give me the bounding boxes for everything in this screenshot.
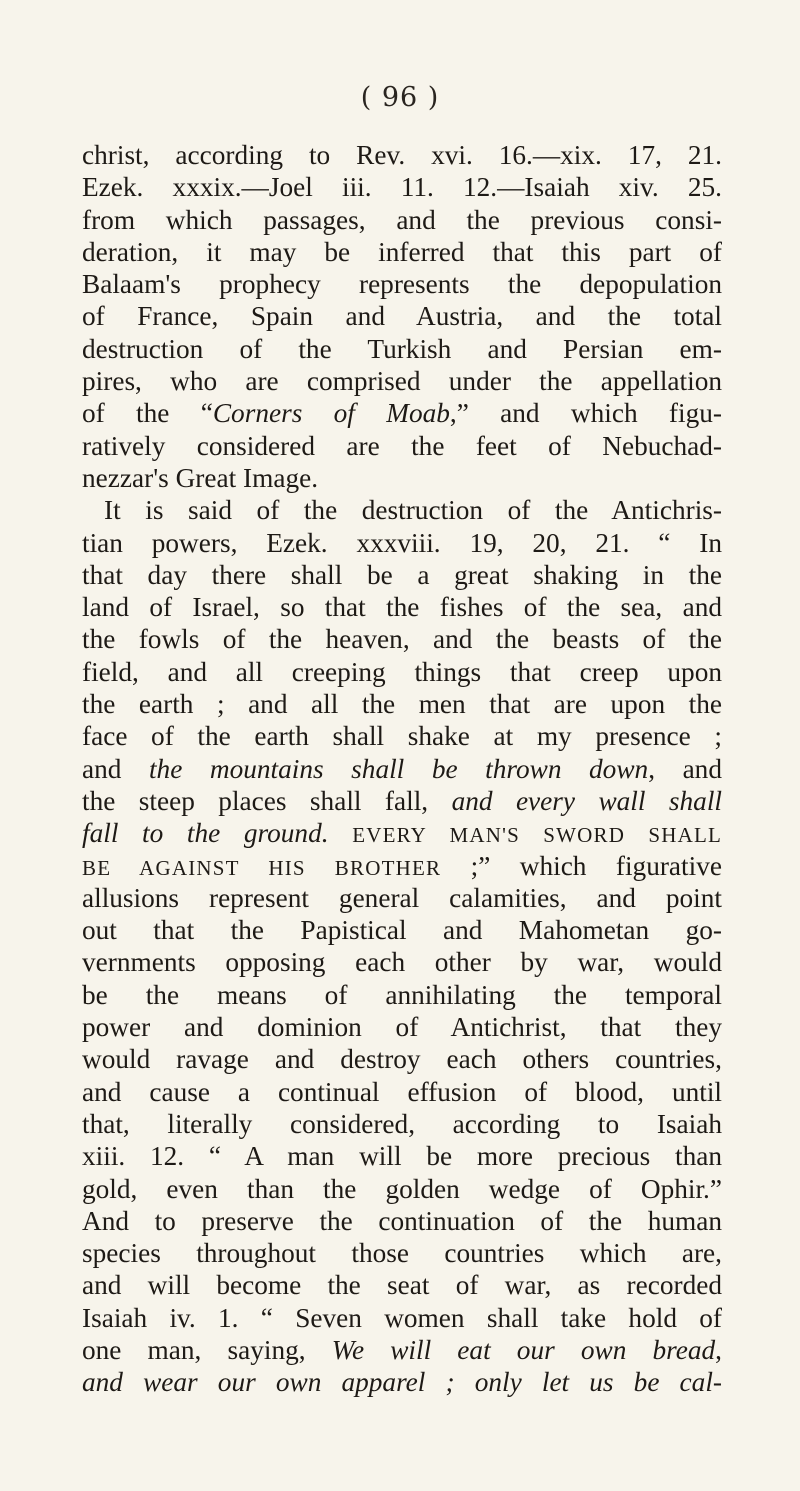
text-line: Balaam's prophecy represents the depopulation [82, 269, 722, 300]
text-line: destruction of the Turkish and Persian em- [82, 333, 722, 364]
text-line: fall to the ground. EVERY MAN'S SWORD SHALL [82, 818, 723, 849]
text-line: gold, even than the golden wedge of Ophir.” [82, 1173, 722, 1204]
text-line: that day there shall be a great shaking in the [82, 559, 722, 590]
text-line: allusions represent general calamities, and point [82, 882, 722, 913]
text-line: the steep places shall fall, and every wall shall [82, 785, 722, 816]
text-line: and the mountains shall be thrown down, and [82, 753, 722, 784]
text-line: would ravage and destroy each others countries, [82, 1044, 722, 1075]
text-line: be the means of annihilating the temporal [82, 979, 722, 1010]
text-line: and will become the seat of war, as recorded [82, 1270, 722, 1301]
text-line: ratively considered are the feet of Nebuchad- [82, 430, 722, 461]
text-line: vernments opposing each other by war, would [82, 947, 722, 978]
text-line: BE AGAINST HIS BROTHER ;” which figurative [82, 850, 722, 881]
text-line: christ, according to Rev. xvi. 16.—xix. 17, 21. [82, 140, 722, 170]
text-line: pires, who are comprised under the appellation [82, 366, 722, 397]
text-line: power and dominion of Antichrist, that they [82, 1012, 722, 1043]
text-line: It is said of the destruction of the Antichris- [104, 495, 722, 526]
text-line: deration, it may be inferred that this part of [82, 236, 722, 267]
text-line: tian powers, Ezek. xxxviii. 19, 20, 21. “ In [82, 527, 722, 558]
text-line: xiii. 12. “ A man will be more precious than [82, 1141, 722, 1172]
text-line: face of the earth shall shake at my presence ; [82, 721, 722, 752]
text-line: of France, Spain and Austria, and the total [82, 301, 722, 332]
body-text [82, 139, 722, 1399]
text-line: out that the Papistical and Mahometan go- [82, 915, 722, 946]
text-line: from which passages, and the previous consi- [82, 204, 722, 235]
text-line: species throughout those countries which are, [82, 1238, 722, 1269]
text-line: Ezek. xxxix.—Joel iii. 11. 12.—Isaiah xiv. 25. [82, 172, 722, 203]
text-line: and cause a continual effusion of blood, until [82, 1076, 722, 1107]
text-line: the fowls of the heaven, and the beasts of the [82, 624, 722, 655]
text-line: nezzar's Great Image. [82, 462, 319, 493]
text-line: Isaiah iv. 1. “ Seven women shall take hold of [82, 1302, 722, 1333]
text-line: that, literally considered, according to Isaiah [82, 1108, 722, 1139]
text-line: And to preserve the continuation of the human [82, 1205, 722, 1236]
text-line: the earth ; and all the men that are upon the [82, 689, 722, 720]
page-number: ( 96 ) [360, 82, 440, 113]
text-line: field, and all creeping things that creep upon [82, 656, 722, 687]
text-line: one man, saying, We will eat our own bread, [82, 1334, 722, 1365]
text-line: land of Israel, so that the fishes of the sea, and [82, 592, 722, 623]
text-line: of the “Corners of Moab,” and which figu- [82, 398, 722, 429]
text-line: and wear our own apparel ; only let us be cal- [82, 1367, 722, 1398]
